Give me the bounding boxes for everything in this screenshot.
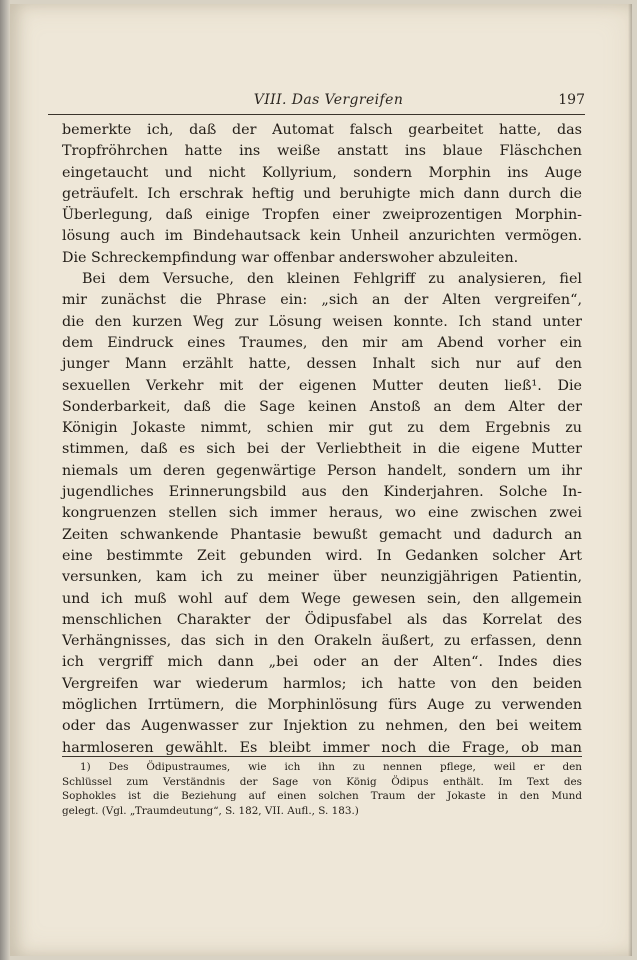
body-line: mir zunächst die Phrase ein: „sich an der Alten vergreifen“, bbox=[62, 292, 582, 309]
body-line: die den kurzen Weg zur Lösung weisen konnte. Ich stand unter bbox=[62, 313, 582, 330]
body-line: eingetaucht und nicht Kollyrium, sondern Morphin ins Auge bbox=[62, 164, 582, 181]
page-number: 197 bbox=[558, 92, 585, 108]
body-line: niemals um deren gegenwärtige Person handelt, sondern um ihr bbox=[62, 462, 582, 479]
body-line: Vergreifen war wiederum harmlos; ich hatte von den beiden bbox=[62, 675, 582, 692]
body-line: versunken, kam ich zu meiner über neunzigjährigen Patientin, bbox=[62, 569, 582, 586]
page-edge-shadow bbox=[628, 4, 632, 956]
body-line: Zeiten schwankende Phantasie bewußt gemacht und dadurch an bbox=[62, 526, 582, 543]
body-line: dem Eindruck eines Traumes, den mir am Abend vorher ein bbox=[62, 334, 582, 351]
body-line: stimmen, daß es sich bei der Verliebtheit in die eigene Mutter bbox=[62, 441, 582, 458]
body-line: Überlegung, daß einige Tropfen einer zweiprozentigen Morphin- bbox=[62, 207, 582, 224]
body-line: Tropfröhrchen hatte ins weiße anstatt ins blaue Fläschchen bbox=[62, 143, 582, 160]
body-line: Bei dem Versuche, den kleinen Fehlgriff zu analysieren, fiel bbox=[82, 271, 582, 288]
running-head bbox=[48, 92, 585, 116]
body-text bbox=[62, 120, 582, 759]
body-line: Verhängnisses, das sich in den Orakeln äußert, zu erfassen, denn bbox=[62, 633, 582, 650]
footnote-line: Sophokles ist die Beziehung auf einen solchen Traum der Jokaste in den Mund bbox=[62, 790, 582, 803]
footnote-line: 1) Des Ödipustraumes, wie ich ihn zu nennen pflege, weil er den bbox=[80, 761, 582, 773]
body-line: harmloseren gewählt. Es bleibt immer noch die Frage, ob man bbox=[62, 739, 582, 756]
footnote-line: gelegt. (Vgl. „Traumdeutung“, S. 182, VII. Aufl., S. 183.) bbox=[62, 804, 359, 817]
body-line: menschlichen Charakter der Ödipusfabel als das Korrelat des bbox=[62, 611, 582, 628]
body-line: und ich muß wohl auf dem Wege gewesen sein, den allgemein bbox=[62, 590, 582, 607]
body-line: ich vergriff mich dann „bei oder an der Alten“. Indes dies bbox=[62, 654, 582, 671]
running-title: VIII. Das Vergreifen bbox=[253, 92, 404, 108]
footnote-line: Schlüssel zum Verständnis der Sage von König Ödipus enthält. Im Text des bbox=[62, 775, 582, 788]
body-line: Die Schreckempfindung war offenbar anderswoher abzuleiten. bbox=[62, 249, 519, 266]
body-line: junger Mann erzählt hatte, dessen Inhalt sich nur auf den bbox=[62, 356, 582, 373]
body-line: eine bestimmte Zeit gebunden wird. In Gedanken solcher Art bbox=[62, 547, 582, 564]
header-rule bbox=[48, 114, 585, 115]
body-line: Sonderbarkeit, daß die Sage keinen Anstoß an dem Alter der bbox=[62, 398, 582, 415]
body-line: geträufelt. Ich erschrak heftig und beruhigte mich dann durch die bbox=[62, 185, 582, 202]
body-line: lösung auch im Bindehautsack kein Unheil anzurichten vermögen. bbox=[62, 228, 582, 245]
footnote bbox=[62, 760, 582, 818]
body-line: Königin Jokaste nimmt, schien mir gut zu dem Ergebnis zu bbox=[62, 420, 582, 437]
body-line: kongruenzen stellen sich immer heraus, wo eine zwischen zwei bbox=[62, 505, 582, 522]
body-line: sexuellen Verkehr mit der eigenen Mutter deuten ließ¹. Die bbox=[62, 377, 582, 394]
body-line: möglichen Irrtümern, die Morphinlösung fürs Auge zu verwenden bbox=[62, 697, 582, 714]
footnote-rule bbox=[62, 756, 582, 757]
body-line: bemerkte ich, daß der Automat falsch gearbeitet hatte, das bbox=[62, 122, 582, 138]
body-line: jugendliches Erinnerungsbild aus den Kinderjahren. Solche In- bbox=[62, 484, 582, 501]
body-line: oder das Augenwasser zur Injektion zu nehmen, den bei weitem bbox=[62, 718, 582, 735]
